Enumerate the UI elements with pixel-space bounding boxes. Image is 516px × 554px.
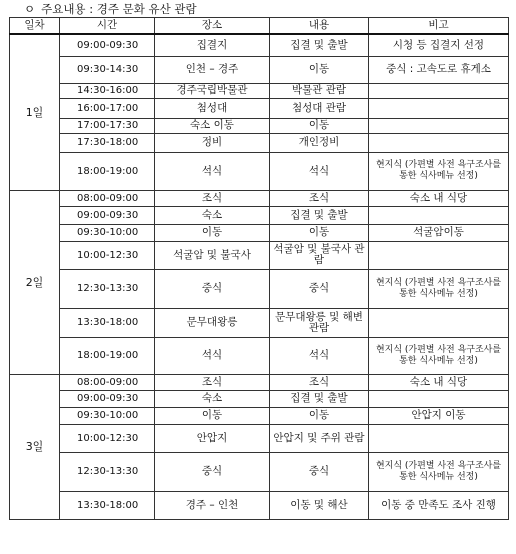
table-row — [10, 424, 509, 452]
content-cell: 집결 및 출발 — [270, 206, 369, 224]
content-cell: 개인정비 — [270, 133, 369, 152]
time-cell: 12:30-13:30 — [60, 269, 155, 308]
table-row — [10, 224, 509, 241]
remark-cell — [369, 98, 509, 118]
remark-cell: 중식 : 고속도로 휴게소 — [369, 56, 509, 83]
content-cell: 중식 — [270, 269, 369, 308]
content-cell: 안압지 및 주위 관람 — [270, 424, 369, 452]
place-cell: 중식 — [155, 452, 270, 491]
header-time: 시간 — [60, 18, 155, 35]
remark-cell — [369, 133, 509, 152]
table-row — [10, 407, 509, 424]
content-cell: 조식 — [270, 374, 369, 390]
table-row — [10, 56, 509, 83]
remark-cell: 숙소 내 식당 — [369, 190, 509, 206]
time-cell: 09:30-10:00 — [60, 407, 155, 424]
time-cell: 17:30-18:00 — [60, 133, 155, 152]
content-cell: 집결 및 출발 — [270, 390, 369, 407]
place-cell: 석굴암 및 불국사 — [155, 241, 270, 269]
remark-cell — [369, 241, 509, 269]
remark-cell — [369, 206, 509, 224]
content-cell: 첨성대 관람 — [270, 98, 369, 118]
content-cell: 이동 및 해산 — [270, 491, 369, 519]
place-cell: 정비 — [155, 133, 270, 152]
time-cell: 09:30-10:00 — [60, 224, 155, 241]
content-cell: 문무대왕릉 및 해변 관람 — [270, 308, 369, 337]
table-row — [10, 190, 509, 206]
content-cell: 집결 및 출발 — [270, 34, 369, 56]
content-cell: 박물관 관람 — [270, 83, 369, 98]
time-cell: 09:00-09:30 — [60, 206, 155, 224]
table-row — [10, 83, 509, 98]
table-row — [10, 206, 509, 224]
time-cell: 09:00-09:30 — [60, 390, 155, 407]
remark-cell: 숙소 내 식당 — [369, 374, 509, 390]
table-row — [10, 337, 509, 374]
place-cell: 집결지 — [155, 34, 270, 56]
remark-cell — [369, 118, 509, 133]
remark-cell: 석굴암이동 — [369, 224, 509, 241]
circle-bullet-icon: ㅇ — [24, 2, 36, 16]
table-row — [10, 491, 509, 519]
day-label: 1일 — [10, 34, 60, 190]
table-row — [10, 308, 509, 337]
place-cell: 안압지 — [155, 424, 270, 452]
time-cell: 12:30-13:30 — [60, 452, 155, 491]
remark-cell: 이동 중 만족도 조사 진행 — [369, 491, 509, 519]
time-cell: 18:00-19:00 — [60, 152, 155, 190]
header-place: 장소 — [155, 18, 270, 35]
time-cell: 10:00-12:30 — [60, 241, 155, 269]
time-cell: 09:30-14:30 — [60, 56, 155, 83]
place-cell: 숙소 이동 — [155, 118, 270, 133]
remark-cell — [369, 390, 509, 407]
table-row — [10, 374, 509, 390]
place-cell: 인천 – 경주 — [155, 56, 270, 83]
remark-cell: 현지식 (가편별 사전 욕구조사를 통한 식사메뉴 선정) — [369, 269, 509, 308]
place-cell: 문무대왕릉 — [155, 308, 270, 337]
remark-cell: 현지식 (가편별 사전 욕구조사를 통한 식사메뉴 선정) — [369, 337, 509, 374]
table-row — [10, 390, 509, 407]
place-cell: 중식 — [155, 269, 270, 308]
section-heading — [24, 2, 197, 16]
header-row — [10, 18, 509, 35]
schedule-body — [10, 34, 509, 519]
table-row — [10, 133, 509, 152]
remark-cell — [369, 424, 509, 452]
place-cell: 조식 — [155, 190, 270, 206]
table-row — [10, 118, 509, 133]
time-cell: 09:00-09:30 — [60, 34, 155, 56]
place-cell: 석식 — [155, 152, 270, 190]
time-cell: 18:00-19:00 — [60, 337, 155, 374]
table-row — [10, 452, 509, 491]
time-cell: 10:00-12:30 — [60, 424, 155, 452]
header-remark: 비고 — [369, 18, 509, 35]
time-cell: 14:30-16:00 — [60, 83, 155, 98]
remark-cell — [369, 83, 509, 98]
day-label: 2일 — [10, 190, 60, 374]
heading-text: 주요내용 : 경주 문화 유산 관람 — [41, 2, 197, 16]
place-cell: 경주국립박물관 — [155, 83, 270, 98]
content-cell: 이동 — [270, 407, 369, 424]
content-cell: 조식 — [270, 190, 369, 206]
time-cell: 17:00-17:30 — [60, 118, 155, 133]
content-cell: 석식 — [270, 152, 369, 190]
place-cell: 숙소 — [155, 206, 270, 224]
place-cell: 경주 – 인천 — [155, 491, 270, 519]
time-cell: 16:00-17:00 — [60, 98, 155, 118]
time-cell: 13:30-18:00 — [60, 308, 155, 337]
place-cell: 석식 — [155, 337, 270, 374]
time-cell: 08:00-09:00 — [60, 374, 155, 390]
place-cell: 숙소 — [155, 390, 270, 407]
place-cell: 이동 — [155, 224, 270, 241]
content-cell: 석식 — [270, 337, 369, 374]
day-label: 3일 — [10, 374, 60, 519]
table-row — [10, 98, 509, 118]
place-cell: 이동 — [155, 407, 270, 424]
content-cell: 이동 — [270, 118, 369, 133]
content-cell: 이동 — [270, 224, 369, 241]
remark-cell: 시청 등 집결지 선정 — [369, 34, 509, 56]
header-content: 내용 — [270, 18, 369, 35]
remark-cell: 현지식 (가편별 사전 욕구조사를 통한 식사메뉴 선정) — [369, 452, 509, 491]
remark-cell — [369, 308, 509, 337]
content-cell: 중식 — [270, 452, 369, 491]
remark-cell: 현지식 (가편별 사전 욕구조사를 통한 식사메뉴 선정) — [369, 152, 509, 190]
schedule-table — [9, 17, 509, 520]
time-cell: 13:30-18:00 — [60, 491, 155, 519]
header-day: 일차 — [10, 18, 60, 35]
place-cell: 조식 — [155, 374, 270, 390]
table-row — [10, 241, 509, 269]
table-row — [10, 34, 509, 56]
place-cell: 첨성대 — [155, 98, 270, 118]
content-cell: 석굴암 및 불국사 관람 — [270, 241, 369, 269]
remark-cell: 안압지 이동 — [369, 407, 509, 424]
table-row — [10, 269, 509, 308]
table-row — [10, 152, 509, 190]
time-cell: 08:00-09:00 — [60, 190, 155, 206]
content-cell: 이동 — [270, 56, 369, 83]
